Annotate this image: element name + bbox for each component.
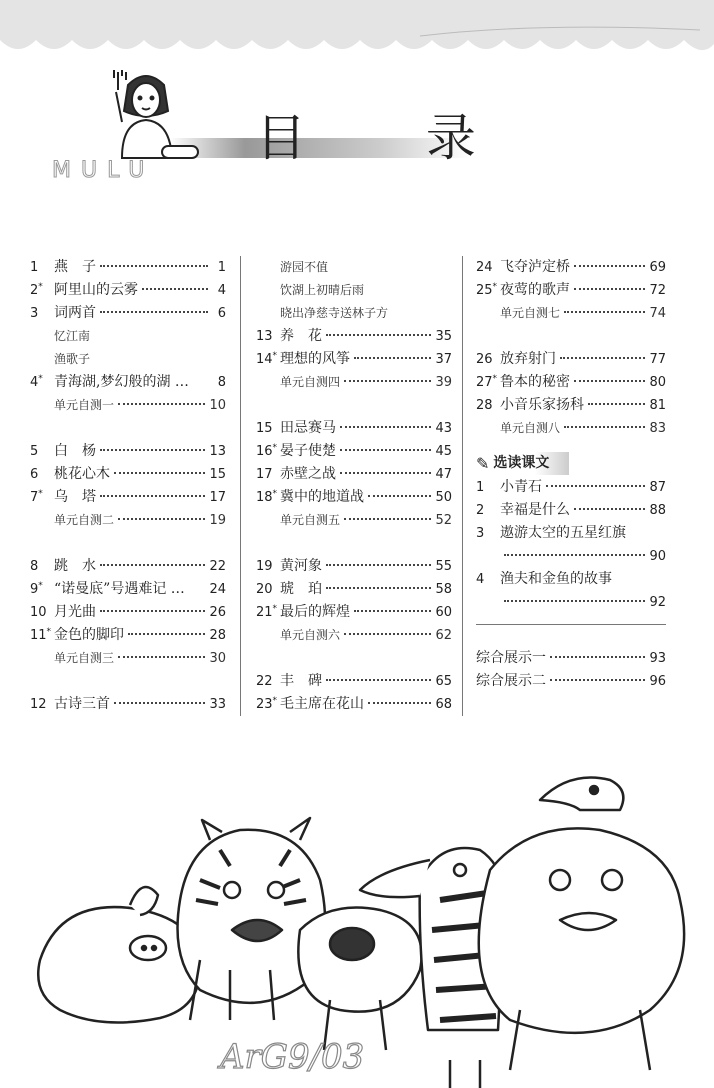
handwritten-note: ArG9/03 [220, 1037, 365, 1077]
page-number: 77 [649, 352, 666, 367]
entry-title: 赤壁之战 [280, 466, 336, 482]
leader-dots [546, 485, 645, 487]
page-number: 15 [209, 467, 226, 482]
leader-dots [564, 311, 645, 313]
entry-title: 幸福是什么 [500, 502, 570, 518]
spacer [476, 325, 666, 348]
toc-entry[interactable] [30, 440, 226, 463]
entry-title: “诺曼底”号遇难记 … [54, 581, 185, 597]
unit-test-title: 单元自测一 [54, 398, 115, 412]
toc-unit-test[interactable] [256, 371, 452, 394]
sub-entry-title: 游园不值 [280, 260, 329, 274]
leader-dots [368, 495, 431, 497]
page-number: 22 [209, 559, 226, 574]
lesson-number-text: 14 [256, 352, 273, 367]
lesson-number-text: 11 [30, 628, 47, 643]
leader-dots [344, 633, 431, 635]
toc-entry[interactable] [30, 279, 226, 302]
entry-title: 金色的脚印 [54, 627, 124, 643]
lesson-number [256, 463, 280, 486]
leader-dots [550, 656, 645, 658]
unit-test-title: 单元自测四 [280, 375, 341, 389]
page-number: 13 [209, 444, 226, 459]
tiger-icon [178, 818, 326, 1020]
toc-entry[interactable] [30, 624, 226, 647]
lesson-number [30, 486, 54, 511]
toc-entry[interactable] [256, 325, 452, 348]
toc-entry[interactable] [256, 670, 452, 693]
lesson-number [476, 371, 500, 396]
toc-entry[interactable] [476, 394, 666, 417]
toc-entry[interactable] [30, 486, 226, 509]
lesson-number-text: 10 [30, 605, 47, 620]
lesson-number [256, 670, 280, 693]
page-number: 52 [435, 513, 452, 528]
lesson-number-text: 3 [476, 526, 485, 541]
entry-title: 鲁本的秘密 [500, 374, 570, 390]
leader-dots [354, 357, 431, 359]
page-number: 80 [649, 375, 666, 390]
lesson-number-text: 13 [256, 329, 273, 344]
page-number: 72 [649, 283, 666, 298]
leader-dots [100, 610, 205, 612]
page-number: 26 [209, 605, 226, 620]
entry-title: 毛主席在花山 [280, 696, 364, 712]
toc-entry[interactable] [256, 578, 452, 601]
entry-title: 月光曲 [54, 604, 96, 620]
leader-dots [368, 702, 431, 704]
entry-title: 跳 水 [54, 558, 96, 574]
toc-entry[interactable] [30, 578, 226, 601]
lesson-number [30, 693, 54, 716]
toc-entry[interactable] [476, 499, 666, 522]
page-number: 93 [649, 651, 666, 666]
lesson-number [476, 476, 500, 499]
lesson-number [30, 555, 54, 578]
lesson-number-text: 5 [30, 444, 39, 459]
toc-entry[interactable] [476, 279, 666, 302]
lesson-number [476, 499, 500, 522]
entry-title: 冀中的地道战 [280, 489, 364, 505]
page-number: 87 [649, 480, 666, 495]
lesson-number [30, 601, 54, 624]
toc-column-1 [30, 256, 226, 716]
toc-unit-test[interactable] [30, 509, 226, 532]
optional-mark: * [38, 282, 43, 292]
leader-dots [118, 403, 205, 405]
toc-entry[interactable] [30, 601, 226, 624]
scalloped-top-border [0, 0, 714, 60]
entry-title: 放弃射门 [500, 351, 556, 367]
leader-dots [100, 495, 205, 497]
optional-mark: * [492, 374, 498, 384]
toc-entry[interactable] [256, 601, 452, 624]
entry-title: 田忌赛马 [280, 420, 336, 436]
page-number: 90 [649, 549, 666, 564]
column-divider [240, 256, 241, 716]
lesson-number-text: 23 [256, 697, 273, 712]
toc-unit-test[interactable] [30, 647, 226, 670]
leader-dots [326, 334, 431, 336]
page-number: 39 [435, 375, 452, 390]
lesson-number [476, 568, 500, 591]
section-heading [476, 450, 666, 476]
lesson-number [476, 522, 500, 545]
toc-entry-continuation[interactable] [476, 545, 666, 568]
unit-test-title: 单元自测五 [280, 513, 341, 527]
lesson-number [30, 302, 54, 325]
leader-dots [114, 472, 205, 474]
toc-entry[interactable] [30, 463, 226, 486]
lesson-number-text: 25 [476, 283, 493, 298]
optional-mark: * [272, 443, 278, 453]
sub-entry-title: 晓出净慈寺送林子方 [280, 306, 389, 320]
pencil-icon: ✎ [476, 453, 490, 473]
entry-title: 丰 碑 [280, 673, 322, 689]
spacer [256, 394, 452, 417]
entry-title: 遨游太空的五星红旗 [500, 525, 626, 541]
lesson-number-text: 22 [256, 674, 273, 689]
page-number: 10 [209, 398, 226, 413]
entry-title: 古诗三首 [54, 696, 110, 712]
page-subtitle: MULU [52, 158, 155, 183]
entry-title: 养 花 [280, 328, 322, 344]
leader-dots [574, 380, 645, 382]
unit-test-title: 单元自测七 [500, 306, 561, 320]
page-number: 47 [435, 467, 452, 482]
toc-entry[interactable] [30, 371, 226, 394]
page-number: 65 [435, 674, 452, 689]
lesson-number-text: 24 [476, 260, 493, 275]
lesson-number-text: 4 [30, 375, 39, 390]
leader-dots [118, 656, 205, 658]
page-number: 96 [649, 674, 666, 689]
leader-dots [574, 288, 645, 290]
lesson-number [476, 279, 500, 304]
leader-dots [128, 633, 205, 635]
lesson-number [30, 463, 54, 486]
leader-dots [564, 426, 645, 428]
entry-title: 青海湖,梦幻般的湖 … [54, 374, 189, 390]
page-number: 19 [209, 513, 226, 528]
leader-dots [100, 265, 208, 267]
lesson-number [30, 256, 54, 279]
lesson-number [30, 371, 54, 396]
entry-title: 晏子使楚 [280, 443, 336, 459]
spacer [30, 670, 226, 693]
toc-entry[interactable] [30, 693, 226, 716]
leader-dots [504, 554, 645, 556]
unit-test-title: 单元自测三 [54, 651, 115, 665]
entry-title: 小青石 [500, 479, 542, 495]
entry-title: 黄河象 [280, 558, 322, 574]
lesson-number [256, 440, 280, 465]
optional-mark: * [272, 604, 278, 614]
leader-dots [340, 426, 431, 428]
page-number: 30 [209, 651, 226, 666]
entry-title: 综合展示一 [476, 650, 546, 666]
page-number: 28 [209, 628, 226, 643]
leader-dots [504, 600, 645, 602]
leader-dots [326, 679, 431, 681]
lesson-number [30, 279, 54, 304]
toc-column-2 [256, 256, 452, 716]
optional-mark: * [38, 374, 43, 384]
optional-mark: * [272, 696, 278, 706]
toc-entry[interactable] [256, 693, 452, 716]
toc-sub-entry[interactable] [256, 279, 452, 302]
entry-title: 乌 塔 [54, 489, 96, 505]
page-number: 68 [435, 697, 452, 712]
toc-sub-entry[interactable] [30, 348, 226, 371]
spacer [256, 532, 452, 555]
lesson-number [476, 348, 500, 371]
bear-icon [298, 908, 421, 1051]
lesson-number [256, 693, 280, 718]
leader-dots [100, 564, 205, 566]
toc-unit-test[interactable] [256, 509, 452, 532]
leader-dots [340, 472, 431, 474]
entry-title: 琥 珀 [280, 581, 322, 597]
lesson-number-text: 3 [30, 306, 39, 321]
toc-column-3 [476, 256, 666, 693]
section-heading-label: 选读课文 [493, 452, 569, 475]
page-number: 8 [217, 375, 226, 390]
optional-mark: * [272, 351, 278, 361]
toc-sub-entry[interactable] [256, 302, 452, 325]
page-number: 45 [435, 444, 452, 459]
lesson-number-text: 6 [30, 467, 39, 482]
unit-test-title: 单元自测八 [500, 421, 561, 435]
toc-entry[interactable] [256, 440, 452, 463]
lion-icon [479, 828, 684, 1070]
toc-entry[interactable] [30, 256, 226, 279]
lesson-number-text: 28 [476, 398, 493, 413]
bird-icon [540, 778, 623, 811]
entry-title: 理想的风筝 [280, 351, 350, 367]
spacer [476, 624, 666, 647]
toc-unit-test[interactable] [476, 417, 666, 440]
lesson-number-text: 26 [476, 352, 493, 367]
page-number: 37 [435, 352, 452, 367]
page-number: 24 [209, 582, 226, 597]
lesson-number-text: 20 [256, 582, 273, 597]
lesson-number-text: 27 [476, 375, 493, 390]
leader-dots [100, 311, 208, 313]
lesson-number-text: 8 [30, 559, 39, 574]
toc-entry[interactable] [476, 476, 666, 499]
lesson-number [476, 394, 500, 417]
entry-title: 飞夺泸定桥 [500, 259, 570, 275]
page-number: 83 [649, 421, 666, 436]
leader-dots [326, 587, 431, 589]
page-number: 1 [217, 260, 226, 275]
lesson-number [256, 348, 280, 373]
leader-dots [344, 380, 431, 382]
page-title: 目 录 [256, 109, 528, 167]
leader-dots [340, 449, 431, 451]
spacer [30, 532, 226, 555]
lesson-number [256, 601, 280, 626]
toc-entry[interactable] [476, 522, 666, 545]
entry-title: 最后的辉煌 [280, 604, 350, 620]
toc-sub-entry[interactable] [256, 256, 452, 279]
page-number: 43 [435, 421, 452, 436]
column-divider [462, 256, 463, 716]
toc-unit-test[interactable] [476, 302, 666, 325]
section-rule [476, 624, 666, 625]
lesson-number [256, 325, 280, 348]
toc-entry[interactable] [30, 302, 226, 325]
lesson-number-text: 12 [30, 697, 47, 712]
lesson-number-text: 18 [256, 490, 273, 505]
unit-test-title: 单元自测二 [54, 513, 115, 527]
leader-dots [588, 403, 645, 405]
page-number: 33 [209, 697, 226, 712]
toc-entry[interactable] [256, 348, 452, 371]
leader-dots [344, 518, 431, 520]
toc-entry[interactable] [476, 371, 666, 394]
leader-dots [354, 610, 431, 612]
toc-entry[interactable] [476, 348, 666, 371]
toc-entry[interactable] [256, 486, 452, 509]
entry-title: 桃花心木 [54, 466, 110, 482]
leader-dots [326, 564, 431, 566]
optional-mark: * [272, 489, 278, 499]
toc-showcase-entry[interactable] [476, 670, 666, 693]
page-number: 17 [209, 490, 226, 505]
lesson-number [256, 486, 280, 511]
toc-unit-test[interactable] [256, 624, 452, 647]
leader-dots [142, 288, 208, 290]
optional-mark: * [492, 282, 498, 292]
lesson-number-text: 16 [256, 444, 273, 459]
lesson-number-text: 2 [30, 283, 39, 298]
toc-sub-entry[interactable] [30, 325, 226, 348]
leader-dots [114, 702, 205, 704]
optional-mark: * [38, 581, 43, 591]
optional-mark: * [38, 489, 43, 499]
leader-dots [550, 679, 645, 681]
entry-title: 词两首 [54, 305, 96, 321]
page-number: 74 [649, 306, 666, 321]
entry-title: 综合展示二 [476, 673, 546, 689]
lesson-number [256, 578, 280, 601]
toc-unit-test[interactable] [30, 394, 226, 417]
optional-mark: * [46, 627, 52, 637]
entry-title: 渔夫和金鱼的故事 [500, 571, 612, 587]
leader-dots [574, 508, 645, 510]
lesson-number [30, 578, 54, 603]
page-number: 55 [435, 559, 452, 574]
lesson-number-text: 2 [476, 503, 485, 518]
lesson-number [476, 256, 500, 279]
sub-entry-title: 渔歌子 [54, 352, 91, 366]
leader-dots [574, 265, 645, 267]
toc-entry[interactable] [476, 568, 666, 591]
lesson-number-text: 4 [476, 572, 485, 587]
lesson-number [256, 417, 280, 440]
leader-dots [118, 518, 205, 520]
lesson-number [30, 440, 54, 463]
lesson-number [30, 624, 54, 649]
entry-title: 白 杨 [54, 443, 96, 459]
lesson-number-text: 1 [476, 480, 485, 495]
lesson-number-text: 9 [30, 582, 39, 597]
entry-title: 燕 子 [54, 259, 96, 275]
lesson-number-text: 15 [256, 421, 273, 436]
entry-title: 夜莺的歌声 [500, 282, 570, 298]
page-number: 62 [435, 628, 452, 643]
page-number: 60 [435, 605, 452, 620]
pig-icon [38, 887, 200, 1023]
page-number: 35 [435, 329, 452, 344]
toc-showcase-entry[interactable] [476, 647, 666, 670]
lesson-number-text: 17 [256, 467, 273, 482]
leader-dots [100, 449, 205, 451]
lesson-number-text: 1 [30, 260, 39, 275]
page-number: 50 [435, 490, 452, 505]
sub-entry-title: 忆江南 [54, 329, 91, 343]
toc-entry-continuation[interactable] [476, 591, 666, 614]
lesson-number-text: 19 [256, 559, 273, 574]
lesson-number-text: 7 [30, 490, 39, 505]
page-number: 69 [649, 260, 666, 275]
sub-entry-title: 饮湖上初晴后雨 [280, 283, 365, 297]
lesson-number-text: 21 [256, 605, 273, 620]
spacer [256, 647, 452, 670]
page-number: 6 [217, 306, 226, 321]
toc-entry[interactable] [256, 555, 452, 578]
spacer [30, 417, 226, 440]
entry-title: 阿里山的云雾 [54, 282, 138, 298]
leader-dots [560, 357, 645, 359]
toc-entry[interactable] [256, 417, 452, 440]
page-number: 4 [217, 283, 226, 298]
entry-title: 小音乐家扬科 [500, 397, 584, 413]
toc-entry[interactable] [256, 463, 452, 486]
unit-test-title: 单元自测六 [280, 628, 341, 642]
page-number: 58 [435, 582, 452, 597]
page-number: 81 [649, 398, 666, 413]
page-number: 88 [649, 503, 666, 518]
page-number: 92 [649, 595, 666, 610]
cartoon-animals-illustration [0, 760, 714, 1088]
toc-entry[interactable] [30, 555, 226, 578]
lesson-number [256, 555, 280, 578]
toc-entry[interactable] [476, 256, 666, 279]
